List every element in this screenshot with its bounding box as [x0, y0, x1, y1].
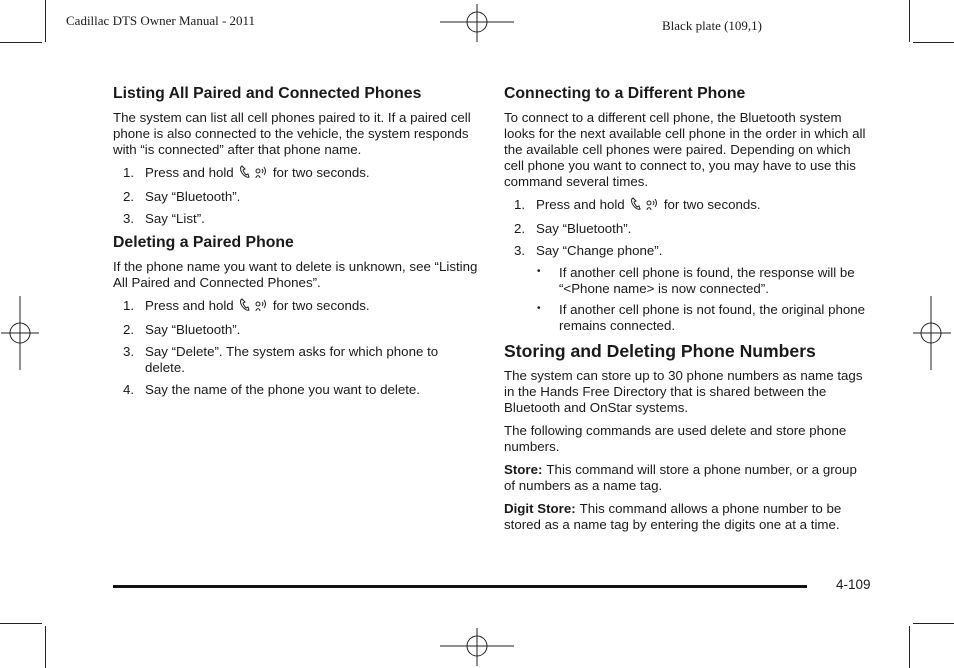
bullet-icon: • [537, 266, 541, 277]
phone-icon [630, 197, 642, 211]
paragraph: The following commands are used delete and store phone numbers. [504, 423, 847, 454]
step-text: Say the name of the phone you want to delete. [145, 382, 420, 397]
registration-mark-bottom [440, 626, 514, 668]
phone-icon [239, 165, 251, 179]
step-number: 1. [123, 298, 135, 313]
step-text: Say “Bluetooth”. [145, 322, 241, 337]
right-column [504, 84, 869, 540]
list-item [113, 344, 478, 376]
steps-list [113, 165, 478, 227]
step-text: for two seconds. [663, 197, 761, 212]
page-number: 4-109 [836, 577, 871, 592]
step-number: 3. [123, 344, 135, 359]
paragraph: If the phone name you want to delete is unknown, see “Listing All Paired and Connected Phones”. [113, 259, 478, 290]
list-item [113, 189, 478, 205]
list-item [113, 211, 478, 227]
bullet-text: If another cell phone is found, the response will be “<Phone name> is now connected”. [559, 265, 855, 296]
list-item [113, 382, 478, 398]
list-item [504, 265, 869, 297]
step-text: for two seconds. [272, 165, 370, 180]
step-number: 3. [514, 243, 526, 258]
left-column [113, 84, 478, 404]
section-heading-listing: Listing All Paired and Connected Phones [113, 85, 422, 102]
step-number: 2. [123, 322, 135, 337]
step-text: Press and hold [145, 298, 234, 313]
definition-text: This command will store a phone number, or a group of numbers as a name tag. [504, 462, 857, 493]
step-number: 3. [123, 211, 135, 226]
crop-mark [45, 0, 46, 42]
phone-icon [239, 298, 251, 312]
bullet-text: If another cell phone is not found, the original phone remains connected. [559, 302, 866, 333]
term-label: Store: [504, 462, 543, 477]
crop-mark [0, 623, 42, 624]
section-heading-connecting: Connecting to a Different Phone [504, 85, 746, 102]
step-number: 1. [514, 197, 526, 212]
list-item [504, 221, 869, 237]
crop-mark [913, 623, 954, 624]
bullet-icon: • [537, 303, 541, 314]
steps-list [504, 197, 869, 259]
step-number: 1. [123, 165, 135, 180]
crop-mark [45, 626, 46, 668]
paragraph: The system can list all cell phones paired to it. If a paired cell phone is also connected to the vehicle, the system responds with “is connected” after that phone name. [113, 110, 471, 157]
registration-mark-top [440, 0, 514, 44]
list-item [113, 165, 478, 183]
store-definition [504, 462, 869, 494]
paragraph: To connect to a different cell phone, the Bluetooth system looks for the next available cell phone in the order in which all the available cell phones were paired. Depending on which cell phone you want to connect to, you may have to use this command several times. [504, 110, 866, 189]
list-item [113, 298, 478, 316]
list-item [504, 243, 869, 259]
voice-icon [255, 165, 267, 179]
footer-rule [113, 585, 807, 588]
steps-list [113, 298, 478, 398]
voice-icon [255, 298, 267, 312]
list-item [113, 322, 478, 338]
step-text: Press and hold [536, 197, 625, 212]
list-item [504, 302, 869, 334]
registration-mark-left [0, 296, 40, 370]
section-heading-deleting: Deleting a Paired Phone [113, 234, 294, 251]
registration-mark-right [912, 296, 952, 370]
step-text: Say “Bluetooth”. [536, 221, 632, 236]
digit-store-definition [504, 501, 869, 533]
step-text: Say “List”. [145, 211, 205, 226]
step-number: 4. [123, 382, 135, 397]
crop-mark [909, 0, 910, 42]
step-text: Say “Bluetooth”. [145, 189, 241, 204]
step-text: for two seconds. [272, 298, 370, 313]
definition-text: This command allows a phone number to be stored as a name tag by entering the digits one at a time. [504, 501, 842, 532]
crop-mark [909, 626, 910, 668]
step-number: 2. [123, 189, 135, 204]
step-text: Press and hold [145, 165, 234, 180]
voice-icon [646, 197, 658, 211]
list-item [504, 197, 869, 215]
step-text: Say “Delete”. The system asks for which phone to delete. [145, 344, 439, 375]
manual-title: Cadillac DTS Owner Manual - 2011 [66, 13, 256, 28]
bullet-list [504, 265, 869, 334]
step-text: Say “Change phone”. [536, 243, 663, 258]
plate-label: Black plate (109,1) [662, 18, 762, 33]
section-heading-storing: Storing and Deleting Phone Numbers [504, 341, 816, 361]
paragraph: The system can store up to 30 phone numbers as name tags in the Hands Free Directory that is shared between the Bluetooth and OnStar systems. [504, 368, 863, 415]
step-number: 2. [514, 221, 526, 236]
crop-mark [0, 42, 42, 43]
term-label: Digit Store: [504, 501, 576, 516]
crop-mark [913, 42, 954, 43]
